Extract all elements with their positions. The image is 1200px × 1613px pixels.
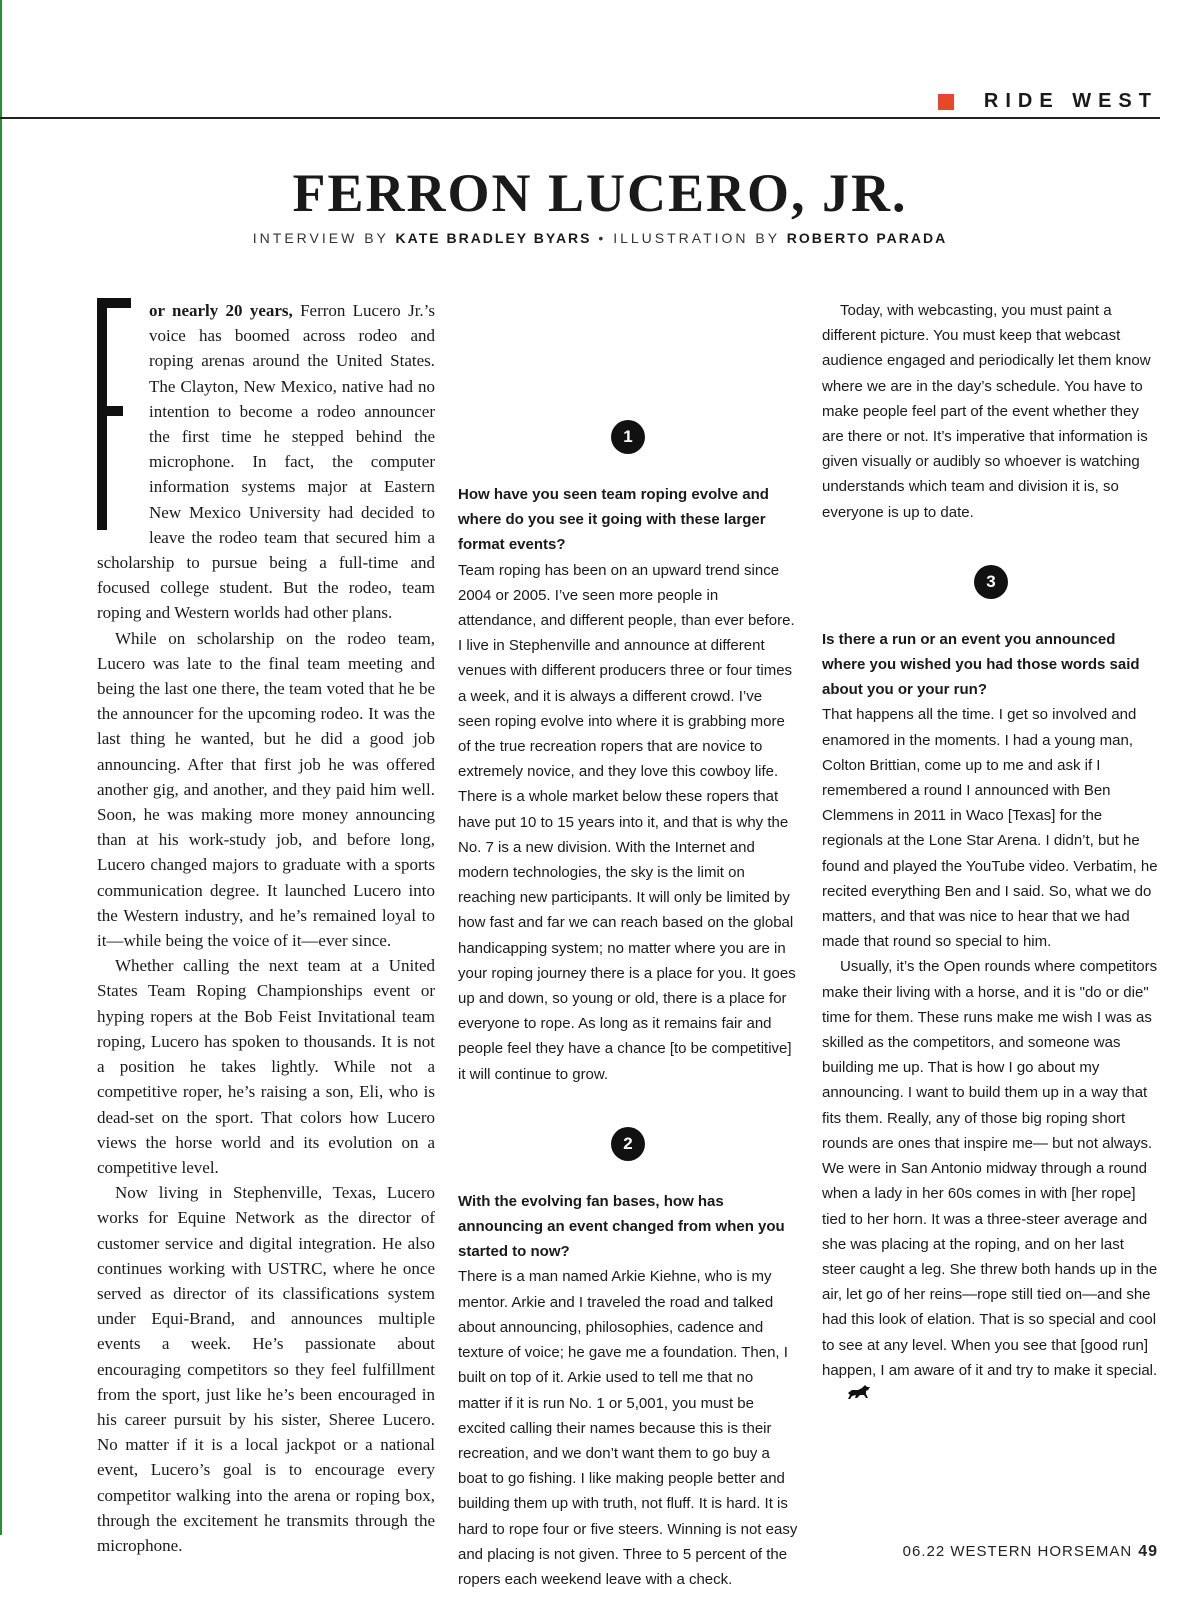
question-number-badge-1: 1: [611, 420, 645, 454]
answer-2-paragraph-1: There is a man named Arkie Kiehne, who is my mentor. Arkie and I traveled the road and talked about announcing, philosophies, cadence and texture of voice; he gave me a foundation. Then, I built on top of it. Arkie used to tell me that no matter if it is run No. 1 or 5,001, you must be excited calling their names because this is their recreation, and we don’t want them to go buy a boat to go fishing. I like making people better and building them up with truth, not fluff. It is hard. It is hard to rope four or five steers. Winning is not easy and placing is not given. Three to 5 percent of the ropers each weekend leave with a check.: [458, 1268, 798, 1588]
question-1: How have you seen team roping evolve and where do you see it going with these larger format events?: [458, 486, 769, 554]
section-tag: [938, 90, 1158, 113]
answer-1-paragraph: Team roping has been on an upward trend since 2004 or 2005. I’ve seen more people in attendance, and different people, than ever before. I live in Stephenville and announce at different venues with different producers three or four times a week, and it is always a different crowd. I’ve seen roping evolve into where it is grabbing more of the true recreation ropers that are novice to extremely novice, and they love this cowboy life. There is a whole market below these ropers that have put 10 to 15 years into it, and that is why the No. 7 is a new division. With the Internet and modern technologies, the sky is the limit on reaching new participants. It will only be limited by how fast and far we can reach based on the global handicapping system; no matter where you are in your roping journey there is a place for you. It goes up and down, so young or old, there is a place for everyone to rope. As long as it remains fair and people feel they have a chance [to be competitive] it will continue to grow.: [458, 561, 796, 1083]
intro-paragraph-4: Now living in Stephenville, Texas, Lucero works for Equine Network as the director of customer service and digital integration. He also continues working with USTRC, where he once served as director of its classifications system under Equi-Brand, and announces multiple events a week. He’s passionate about encouraging competitors so they feel fulfillment from the sport, just like he’s been encouraged in his career pursuit by his sister, Sheree Lucero. No matter if it is a local jackpot or a national event, Lucero’s goal is to encourage every competitor walking into the arena or roping box, through the excitement he transmits through the microphone.: [97, 1183, 435, 1555]
question-3: Is there a run or an event you announced where you wished you had those words said about you or your run?: [822, 630, 1140, 699]
byline-illustration-prefix: ILLUSTRATION BY: [613, 230, 780, 246]
answer-3-paragraph-2: Usually, it’s the Open rounds where competitors make their living with a horse, and it is "do or die" time for them. These runs make me wish I was as skilled as the competitors, and someone was building me up. That is how I go about my announcing. I want to build them up in a way that fits them. Really, any of those big roping short rounds are ones that inspire me— but not always. We were in San Antonio midway through a round when a lady in her 60s comes in with [her rope] tied to her horn. It was a three-steer average and she was placing at the roping, and on her last steer caught a leg. She threw both hands up in the air, let go of her reins—rope still tied on—and she had this look of elation. That is so special and cool to see at any level. When you see that [good run] happen, I am aware of it and try to make it special.: [822, 958, 1158, 1379]
answer-1: [458, 558, 798, 1087]
intro-lead: or nearly 20 years,: [149, 301, 293, 320]
byline: [0, 230, 1200, 246]
byline-interviewer: KATE BRADLEY BYARS: [395, 230, 592, 246]
answer-2-part-a: [458, 1264, 798, 1588]
answer-3-paragraph-2-wrap: [822, 954, 1160, 1408]
horse-icon: [828, 1383, 872, 1408]
footer-issue: 06.22 WESTERN HORSEMAN: [902, 1543, 1133, 1560]
intro-column: [97, 298, 435, 1558]
byline-illustrator: ROBERTO PARADA: [786, 230, 948, 246]
answer-2-paragraph-2: Today, with webcasting, you must paint a different picture. You must keep that webcast audience engaged and periodically let them know where we are in the day’s schedule. You have to make people feel part of the event whether they are there or not. It’s imperative that information is given visually or audibly so whoever is watching understands which team and division it is, so everyone is up to date.: [822, 302, 1151, 521]
intro-p1-rest: Ferron Lucero Jr.’s voice has boomed across rodeo and roping arenas around the United States. The Clayton, New Mexico, native had no intention to become a rodeo announcer the first time he stepped behind the microphone. In fact, the computer information systems major at Eastern New Mexico University had decided to leave the rodeo team that secured him a scholarship to pursue being a full-time and focused college student. But the rodeo, team roping and Western worlds had other plans.: [97, 301, 436, 623]
section-square-icon: [938, 94, 954, 110]
byline-interview-prefix: INTERVIEW BY: [252, 230, 389, 246]
question-number-badge-3: 3: [974, 565, 1008, 599]
article-title: FERRON LUCERO, JR.: [292, 163, 908, 223]
answer-3-paragraph-1: That happens all the time. I get so involved and enamored in the moments. I had a young man, Colton Brittian, come up to me and ask if I remembered a round I announced with Ben Clemmens in 2011 in Waco [Texas] for the regionals at the Lone Star Arena. I didn’t, but he found and played the YouTube video. Verbatim, he recited everything Ben and I said. So, what we do matters, and that was nice to hear that we had made that round so special to him.: [822, 706, 1158, 951]
section-label: RIDE WEST: [983, 90, 1158, 112]
question-2: With the evolving fan bases, how has announcing an event changed from when you started to now?: [458, 1192, 785, 1261]
header-rule: [0, 117, 1160, 119]
byline-separator: •: [598, 230, 607, 246]
qa-column-3: [822, 298, 1160, 1409]
intro-paragraph-2: While on scholarship on the rodeo team, Lucero was late to the final team meeting and being the last one there, the team voted that he be the announcer for the upcoming rodeo. It was the last thing he wanted, but he did a good job announcing. After that first job he was offered another gig, and another, and they paid him well. Soon, he was making more money announcing than at his work-study job, and before long, Lucero changed majors to graduate with a sports communication degree. It launched Lucero into the Western industry, and he’s remained loyal to it—while being the voice of it—ever since.: [97, 628, 435, 951]
drop-cap-F-icon: [97, 298, 149, 535]
page-number: 49: [1138, 1543, 1158, 1560]
intro-paragraph-3: Whether calling the next team at a United States Team Roping Championships event or hyping ropers at the Bob Feist Invitational team roping, Lucero has spoken to thousands. It is not a position he takes lightly. While not a competitive roper, he’s raising a son, Eli, who is dead-set on the sport. That colors how Lucero views the horse world and its evolution on a competitive level.: [97, 956, 435, 1177]
page-footer: [903, 1543, 1158, 1561]
question-number-badge-2: 2: [611, 1127, 645, 1161]
qa-column-2: [458, 298, 798, 1588]
